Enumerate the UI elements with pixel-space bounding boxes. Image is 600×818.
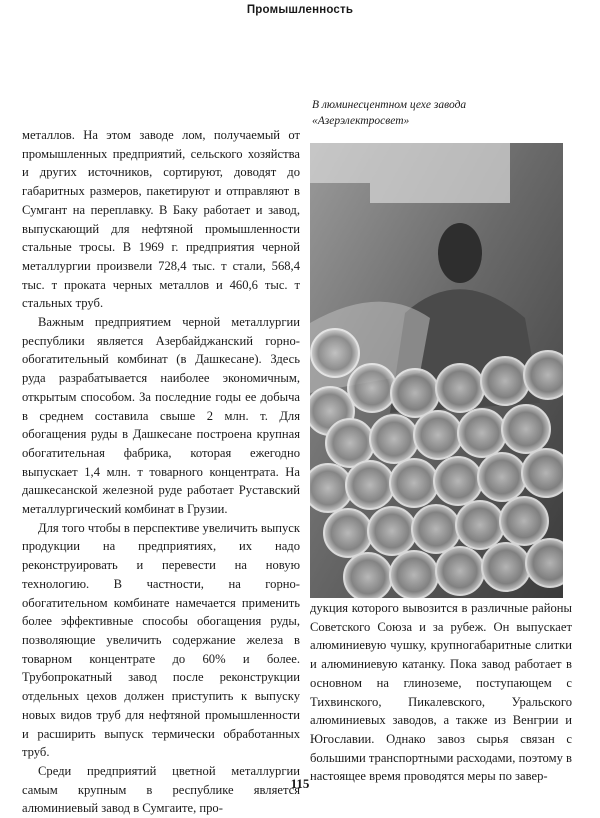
caption-line-2: «Азерэлектросвет» (312, 115, 410, 127)
photo-caption (312, 97, 582, 129)
left-text-column (22, 126, 300, 818)
photo-illustration (310, 143, 563, 598)
page-number: 115 (290, 776, 310, 791)
paragraph-1: металлов. На этом заводе лом, получаемый от промышленных предприятий, сельского хозяйства и других источников, сортируют, доводят до габаритных размеров, пакетируют и отправляют в Сумгант на переплавку. В Баку работает и завод, выпускающий для нефтяной промышленности стальные тросы. В 1969 г. предприятия черной металлургии произвели 728,4 тыс. т стали, 568,4 тыс. т проката черных металлов и 460,6 тыс. т стальных труб. (22, 128, 300, 311)
factory-photo (310, 143, 563, 598)
caption-line-1: В люминесцентном цехе завода (312, 99, 467, 111)
paragraph-2: Важным предприятием черной металлургии республики является Азербайджанский горно-обогатительный комбинат (в Дашкесане). Здесь руда разрабатывается наиболее экономичным, открытым способом. За последние годы ее добыча в среднем составила свыше 2 млн. т. Для обогащения руды в Дашкесане построена крупная обогатительная фабрика, которая ежегодно выпускает 1,4 млн. т товарного концентрата. На дашкесанской железной руде работает Руставский металлургический комбинат в Грузии. (22, 315, 300, 517)
right-paragraph: дукция которого вывозится в различные районы Советского Союза и за рубеж. Он выпускает алюминиевую чушку, крупногабаритные слитки и алюминиевую катанку. Пока завод работает в основном на глиноземе, поступающем с Тихвинского, Пикалевского, Уральского алюминиевых заводов, а также из Венгрии и Югославии. Однако завоз сырья связан с большими транспортными расходами, поэтому в настоящее время проводятся меры по завер- (310, 601, 572, 784)
running-header: Промышленность (246, 4, 354, 16)
paragraph-4: Среди предприятий цветной металлургии самым крупным в республике является алюминиевый завод в Сумгаите, про- (22, 763, 300, 816)
paragraph-3: Для того чтобы в перспективе увеличить выпуск продукции на предприятиях, их надо реконструировать и перевести на новую технологию. В частности, на горно-обогатительном комбинате намечается применить более эффективные способы обогащения руды, позволяющие увеличить содержание железа в товарном концентрате до 60% и более. Трубопрокатный завод после реконструкции отдельных цехов должен приступить к выпуску новых видов труб для нефтяной промышленности и расширить выпуск термически обработанных труб. (22, 520, 300, 760)
right-text-column (310, 599, 572, 786)
